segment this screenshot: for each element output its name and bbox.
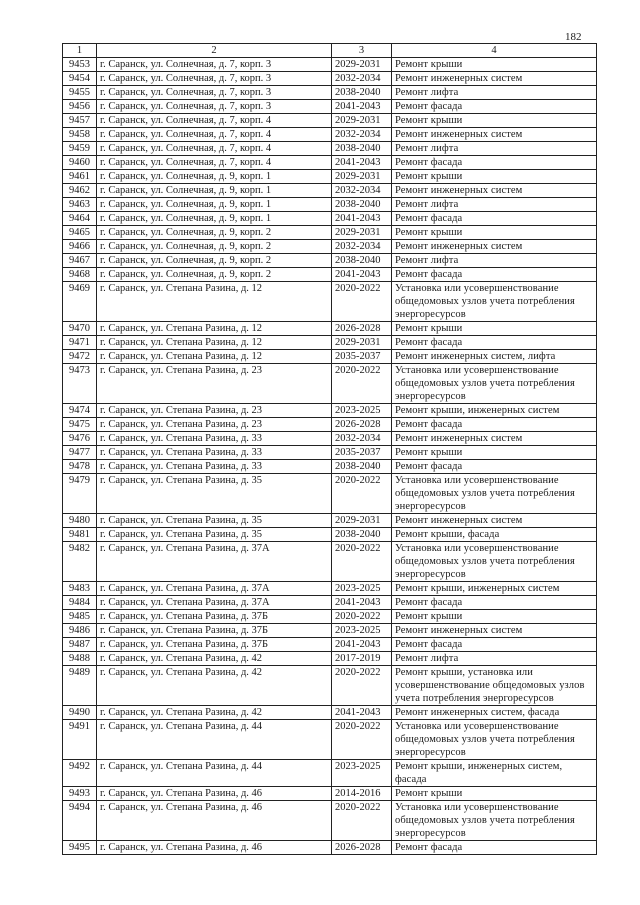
row-number: 9455 (63, 86, 97, 100)
table-row (63, 432, 597, 446)
row-address: г. Саранск, ул. Степана Разина, д. 46 (97, 801, 332, 841)
row-number: 9468 (63, 268, 97, 282)
row-period: 2032-2034 (332, 240, 392, 254)
row-period: 2041-2043 (332, 268, 392, 282)
table-row (63, 198, 597, 212)
table-row (63, 100, 597, 114)
row-period: 2032-2034 (332, 184, 392, 198)
row-address: г. Саранск, ул. Степана Разина, д. 37А (97, 542, 332, 582)
row-number: 9488 (63, 652, 97, 666)
row-work: Ремонт инженерных систем (392, 128, 597, 142)
row-number: 9482 (63, 542, 97, 582)
column-header-1: 1 (63, 44, 97, 58)
row-period: 2020-2022 (332, 542, 392, 582)
row-work: Ремонт лифта (392, 254, 597, 268)
table-row (63, 460, 597, 474)
row-work: Ремонт крыши (392, 787, 597, 801)
row-number: 9483 (63, 582, 97, 596)
column-header-2: 2 (97, 44, 332, 58)
row-address: г. Саранск, ул. Солнечная, д. 9, корп. 1 (97, 170, 332, 184)
page-number: 182 (565, 31, 582, 43)
table-row (63, 514, 597, 528)
table-row (63, 474, 597, 514)
table-row (63, 58, 597, 72)
row-period: 2026-2028 (332, 322, 392, 336)
row-address: г. Саранск, ул. Степана Разина, д. 37А (97, 582, 332, 596)
row-work: Ремонт крыши (392, 170, 597, 184)
row-work: Ремонт фасада (392, 100, 597, 114)
row-number: 9486 (63, 624, 97, 638)
row-address: г. Саранск, ул. Степана Разина, д. 35 (97, 528, 332, 542)
row-work: Установка или усовершенствование общедомовых узлов учета потребления энергоресурсов (392, 720, 597, 760)
table-row (63, 240, 597, 254)
row-period: 2038-2040 (332, 198, 392, 212)
row-period: 2029-2031 (332, 514, 392, 528)
row-number: 9479 (63, 474, 97, 514)
table-row (63, 528, 597, 542)
row-period: 2020-2022 (332, 801, 392, 841)
row-work: Ремонт крыши, фасада (392, 528, 597, 542)
row-work: Ремонт крыши (392, 226, 597, 240)
row-period: 2020-2022 (332, 282, 392, 322)
table-row (63, 226, 597, 240)
table-row (63, 624, 597, 638)
row-number: 9495 (63, 841, 97, 855)
row-work: Ремонт крыши, установка или усовершенствование общедомовых узлов учета потребления энергоресурсов (392, 666, 597, 706)
row-number: 9487 (63, 638, 97, 652)
row-work: Ремонт инженерных систем (392, 432, 597, 446)
row-address: г. Саранск, ул. Степана Разина, д. 33 (97, 432, 332, 446)
row-period: 2035-2037 (332, 446, 392, 460)
table-row (63, 666, 597, 706)
row-address: г. Саранск, ул. Степана Разина, д. 12 (97, 322, 332, 336)
row-number: 9453 (63, 58, 97, 72)
row-period: 2035-2037 (332, 350, 392, 364)
row-number: 9493 (63, 787, 97, 801)
row-period: 2023-2025 (332, 404, 392, 418)
table-row (63, 184, 597, 198)
table-row (63, 212, 597, 226)
table-row (63, 350, 597, 364)
row-work: Ремонт крыши (392, 322, 597, 336)
row-address: г. Саранск, ул. Солнечная, д. 9, корп. 2 (97, 254, 332, 268)
row-period: 2032-2034 (332, 128, 392, 142)
row-address: г. Саранск, ул. Солнечная, д. 9, корп. 2 (97, 268, 332, 282)
row-number: 9469 (63, 282, 97, 322)
row-period: 2038-2040 (332, 86, 392, 100)
row-work: Ремонт фасада (392, 268, 597, 282)
row-number: 9477 (63, 446, 97, 460)
row-period: 2029-2031 (332, 170, 392, 184)
table-row (63, 142, 597, 156)
row-number: 9476 (63, 432, 97, 446)
column-header-3: 3 (332, 44, 392, 58)
row-period: 2041-2043 (332, 638, 392, 652)
row-address: г. Саранск, ул. Солнечная, д. 7, корп. 4 (97, 128, 332, 142)
row-number: 9456 (63, 100, 97, 114)
row-address: г. Саранск, ул. Солнечная, д. 7, корп. 3 (97, 86, 332, 100)
row-number: 9459 (63, 142, 97, 156)
row-work: Ремонт крыши (392, 610, 597, 624)
row-number: 9492 (63, 760, 97, 787)
row-address: г. Саранск, ул. Степана Разина, д. 46 (97, 787, 332, 801)
row-work: Ремонт фасада (392, 596, 597, 610)
row-work: Ремонт лифта (392, 198, 597, 212)
row-work: Ремонт инженерных систем (392, 72, 597, 86)
row-work: Ремонт фасада (392, 212, 597, 226)
row-address: г. Саранск, ул. Степана Разина, д. 44 (97, 760, 332, 787)
row-work: Ремонт инженерных систем, лифта (392, 350, 597, 364)
table-row (63, 282, 597, 322)
row-number: 9458 (63, 128, 97, 142)
table-row (63, 322, 597, 336)
row-address: г. Саранск, ул. Степана Разина, д. 42 (97, 666, 332, 706)
row-number: 9489 (63, 666, 97, 706)
row-period: 2041-2043 (332, 156, 392, 170)
table-row (63, 364, 597, 404)
row-number: 9457 (63, 114, 97, 128)
table-row (63, 582, 597, 596)
row-number: 9480 (63, 514, 97, 528)
row-address: г. Саранск, ул. Степана Разина, д. 37А (97, 596, 332, 610)
row-period: 2038-2040 (332, 528, 392, 542)
row-address: г. Саранск, ул. Степана Разина, д. 33 (97, 446, 332, 460)
table-row (63, 254, 597, 268)
row-period: 2020-2022 (332, 666, 392, 706)
row-period: 2020-2022 (332, 720, 392, 760)
table-row (63, 596, 597, 610)
table-row (63, 418, 597, 432)
row-work: Ремонт инженерных систем (392, 184, 597, 198)
row-work: Установка или усовершенствование общедомовых узлов учета потребления энергоресурсов (392, 801, 597, 841)
row-number: 9473 (63, 364, 97, 404)
table-row (63, 170, 597, 184)
row-work: Ремонт лифта (392, 86, 597, 100)
column-header-4: 4 (392, 44, 597, 58)
table-row (63, 706, 597, 720)
row-number: 9471 (63, 336, 97, 350)
row-address: г. Саранск, ул. Степана Разина, д. 42 (97, 706, 332, 720)
table-row (63, 268, 597, 282)
row-address: г. Саранск, ул. Солнечная, д. 7, корп. 4 (97, 156, 332, 170)
row-period: 2041-2043 (332, 100, 392, 114)
row-address: г. Саранск, ул. Солнечная, д. 7, корп. 3 (97, 100, 332, 114)
row-address: г. Саранск, ул. Степана Разина, д. 23 (97, 418, 332, 432)
row-period: 2038-2040 (332, 142, 392, 156)
row-period: 2026-2028 (332, 418, 392, 432)
row-work: Ремонт инженерных систем, фасада (392, 706, 597, 720)
row-period: 2014-2016 (332, 787, 392, 801)
row-work: Ремонт крыши, инженерных систем (392, 582, 597, 596)
row-work: Ремонт крыши (392, 114, 597, 128)
row-number: 9460 (63, 156, 97, 170)
row-work: Установка или усовершенствование общедомовых узлов учета потребления энергоресурсов (392, 364, 597, 404)
row-work: Ремонт инженерных систем (392, 240, 597, 254)
row-address: г. Саранск, ул. Солнечная, д. 7, корп. 4 (97, 114, 332, 128)
row-period: 2041-2043 (332, 212, 392, 226)
row-period: 2023-2025 (332, 582, 392, 596)
row-period: 2029-2031 (332, 114, 392, 128)
table-row (63, 787, 597, 801)
row-address: г. Саранск, ул. Степана Разина, д. 35 (97, 474, 332, 514)
row-number: 9470 (63, 322, 97, 336)
table-row (63, 128, 597, 142)
row-address: г. Саранск, ул. Степана Разина, д. 35 (97, 514, 332, 528)
row-period: 2038-2040 (332, 460, 392, 474)
row-period: 2020-2022 (332, 474, 392, 514)
row-address: г. Саранск, ул. Степана Разина, д. 46 (97, 841, 332, 855)
table-row (63, 760, 597, 787)
table-row (63, 801, 597, 841)
row-address: г. Саранск, ул. Степана Разина, д. 44 (97, 720, 332, 760)
row-address: г. Саранск, ул. Солнечная, д. 9, корп. 1 (97, 184, 332, 198)
row-period: 2041-2043 (332, 596, 392, 610)
row-work: Ремонт фасада (392, 841, 597, 855)
row-number: 9465 (63, 226, 97, 240)
table-row (63, 638, 597, 652)
table-row (63, 652, 597, 666)
table-row (63, 542, 597, 582)
row-address: г. Саранск, ул. Солнечная, д. 7, корп. 4 (97, 142, 332, 156)
table-row (63, 156, 597, 170)
row-period: 2029-2031 (332, 336, 392, 350)
table-row (63, 446, 597, 460)
row-work: Ремонт фасада (392, 336, 597, 350)
row-address: г. Саранск, ул. Степана Разина, д. 12 (97, 282, 332, 322)
row-address: г. Саранск, ул. Степана Разина, д. 33 (97, 460, 332, 474)
row-period: 2032-2034 (332, 72, 392, 86)
row-address: г. Саранск, ул. Степана Разина, д. 23 (97, 404, 332, 418)
row-period: 2026-2028 (332, 841, 392, 855)
row-number: 9481 (63, 528, 97, 542)
row-work: Ремонт лифта (392, 652, 597, 666)
row-period: 2017-2019 (332, 652, 392, 666)
row-number: 9454 (63, 72, 97, 86)
row-number: 9485 (63, 610, 97, 624)
row-address: г. Саранск, ул. Солнечная, д. 7, корп. 3 (97, 58, 332, 72)
row-number: 9494 (63, 801, 97, 841)
row-number: 9478 (63, 460, 97, 474)
row-work: Ремонт крыши (392, 58, 597, 72)
row-work: Установка или усовершенствование общедомовых узлов учета потребления энергоресурсов (392, 282, 597, 322)
table-row (63, 86, 597, 100)
row-number: 9467 (63, 254, 97, 268)
row-work: Ремонт фасада (392, 460, 597, 474)
row-work: Ремонт инженерных систем (392, 514, 597, 528)
row-number: 9491 (63, 720, 97, 760)
table-row (63, 404, 597, 418)
row-number: 9462 (63, 184, 97, 198)
row-address: г. Саранск, ул. Солнечная, д. 9, корп. 1 (97, 212, 332, 226)
row-work: Ремонт крыши, инженерных систем, фасада (392, 760, 597, 787)
row-work: Установка или усовершенствование общедомовых узлов учета потребления энергоресурсов (392, 474, 597, 514)
row-number: 9463 (63, 198, 97, 212)
row-address: г. Саранск, ул. Степана Разина, д. 37Б (97, 624, 332, 638)
row-work: Ремонт крыши, инженерных систем (392, 404, 597, 418)
row-work: Ремонт крыши (392, 446, 597, 460)
row-number: 9484 (63, 596, 97, 610)
row-work: Ремонт фасада (392, 418, 597, 432)
table-row (63, 72, 597, 86)
row-period: 2038-2040 (332, 254, 392, 268)
row-work: Ремонт лифта (392, 142, 597, 156)
table-header-row (63, 44, 597, 58)
table-row (63, 336, 597, 350)
table-row (63, 610, 597, 624)
row-number: 9461 (63, 170, 97, 184)
row-address: г. Саранск, ул. Степана Разина, д. 23 (97, 364, 332, 404)
registry-table (62, 43, 597, 855)
row-number: 9490 (63, 706, 97, 720)
row-number: 9475 (63, 418, 97, 432)
row-address: г. Саранск, ул. Солнечная, д. 9, корп. 1 (97, 198, 332, 212)
row-address: г. Саранск, ул. Солнечная, д. 9, корп. 2 (97, 240, 332, 254)
row-work: Ремонт фасада (392, 156, 597, 170)
table-row (63, 720, 597, 760)
row-number: 9466 (63, 240, 97, 254)
row-address: г. Саранск, ул. Степана Разина, д. 12 (97, 336, 332, 350)
row-period: 2032-2034 (332, 432, 392, 446)
row-period: 2020-2022 (332, 364, 392, 404)
row-period: 2029-2031 (332, 226, 392, 240)
row-period: 2023-2025 (332, 624, 392, 638)
row-work: Ремонт инженерных систем (392, 624, 597, 638)
row-work: Установка или усовершенствование общедомовых узлов учета потребления энергоресурсов (392, 542, 597, 582)
row-number: 9464 (63, 212, 97, 226)
row-period: 2029-2031 (332, 58, 392, 72)
table-row (63, 841, 597, 855)
row-address: г. Саранск, ул. Солнечная, д. 9, корп. 2 (97, 226, 332, 240)
row-number: 9474 (63, 404, 97, 418)
row-period: 2023-2025 (332, 760, 392, 787)
row-number: 9472 (63, 350, 97, 364)
row-address: г. Саранск, ул. Степана Разина, д. 37Б (97, 638, 332, 652)
row-period: 2041-2043 (332, 706, 392, 720)
row-address: г. Саранск, ул. Степана Разина, д. 37Б (97, 610, 332, 624)
row-address: г. Саранск, ул. Степана Разина, д. 42 (97, 652, 332, 666)
row-work: Ремонт фасада (392, 638, 597, 652)
row-period: 2020-2022 (332, 610, 392, 624)
row-address: г. Саранск, ул. Солнечная, д. 7, корп. 3 (97, 72, 332, 86)
row-address: г. Саранск, ул. Степана Разина, д. 12 (97, 350, 332, 364)
table-row (63, 114, 597, 128)
